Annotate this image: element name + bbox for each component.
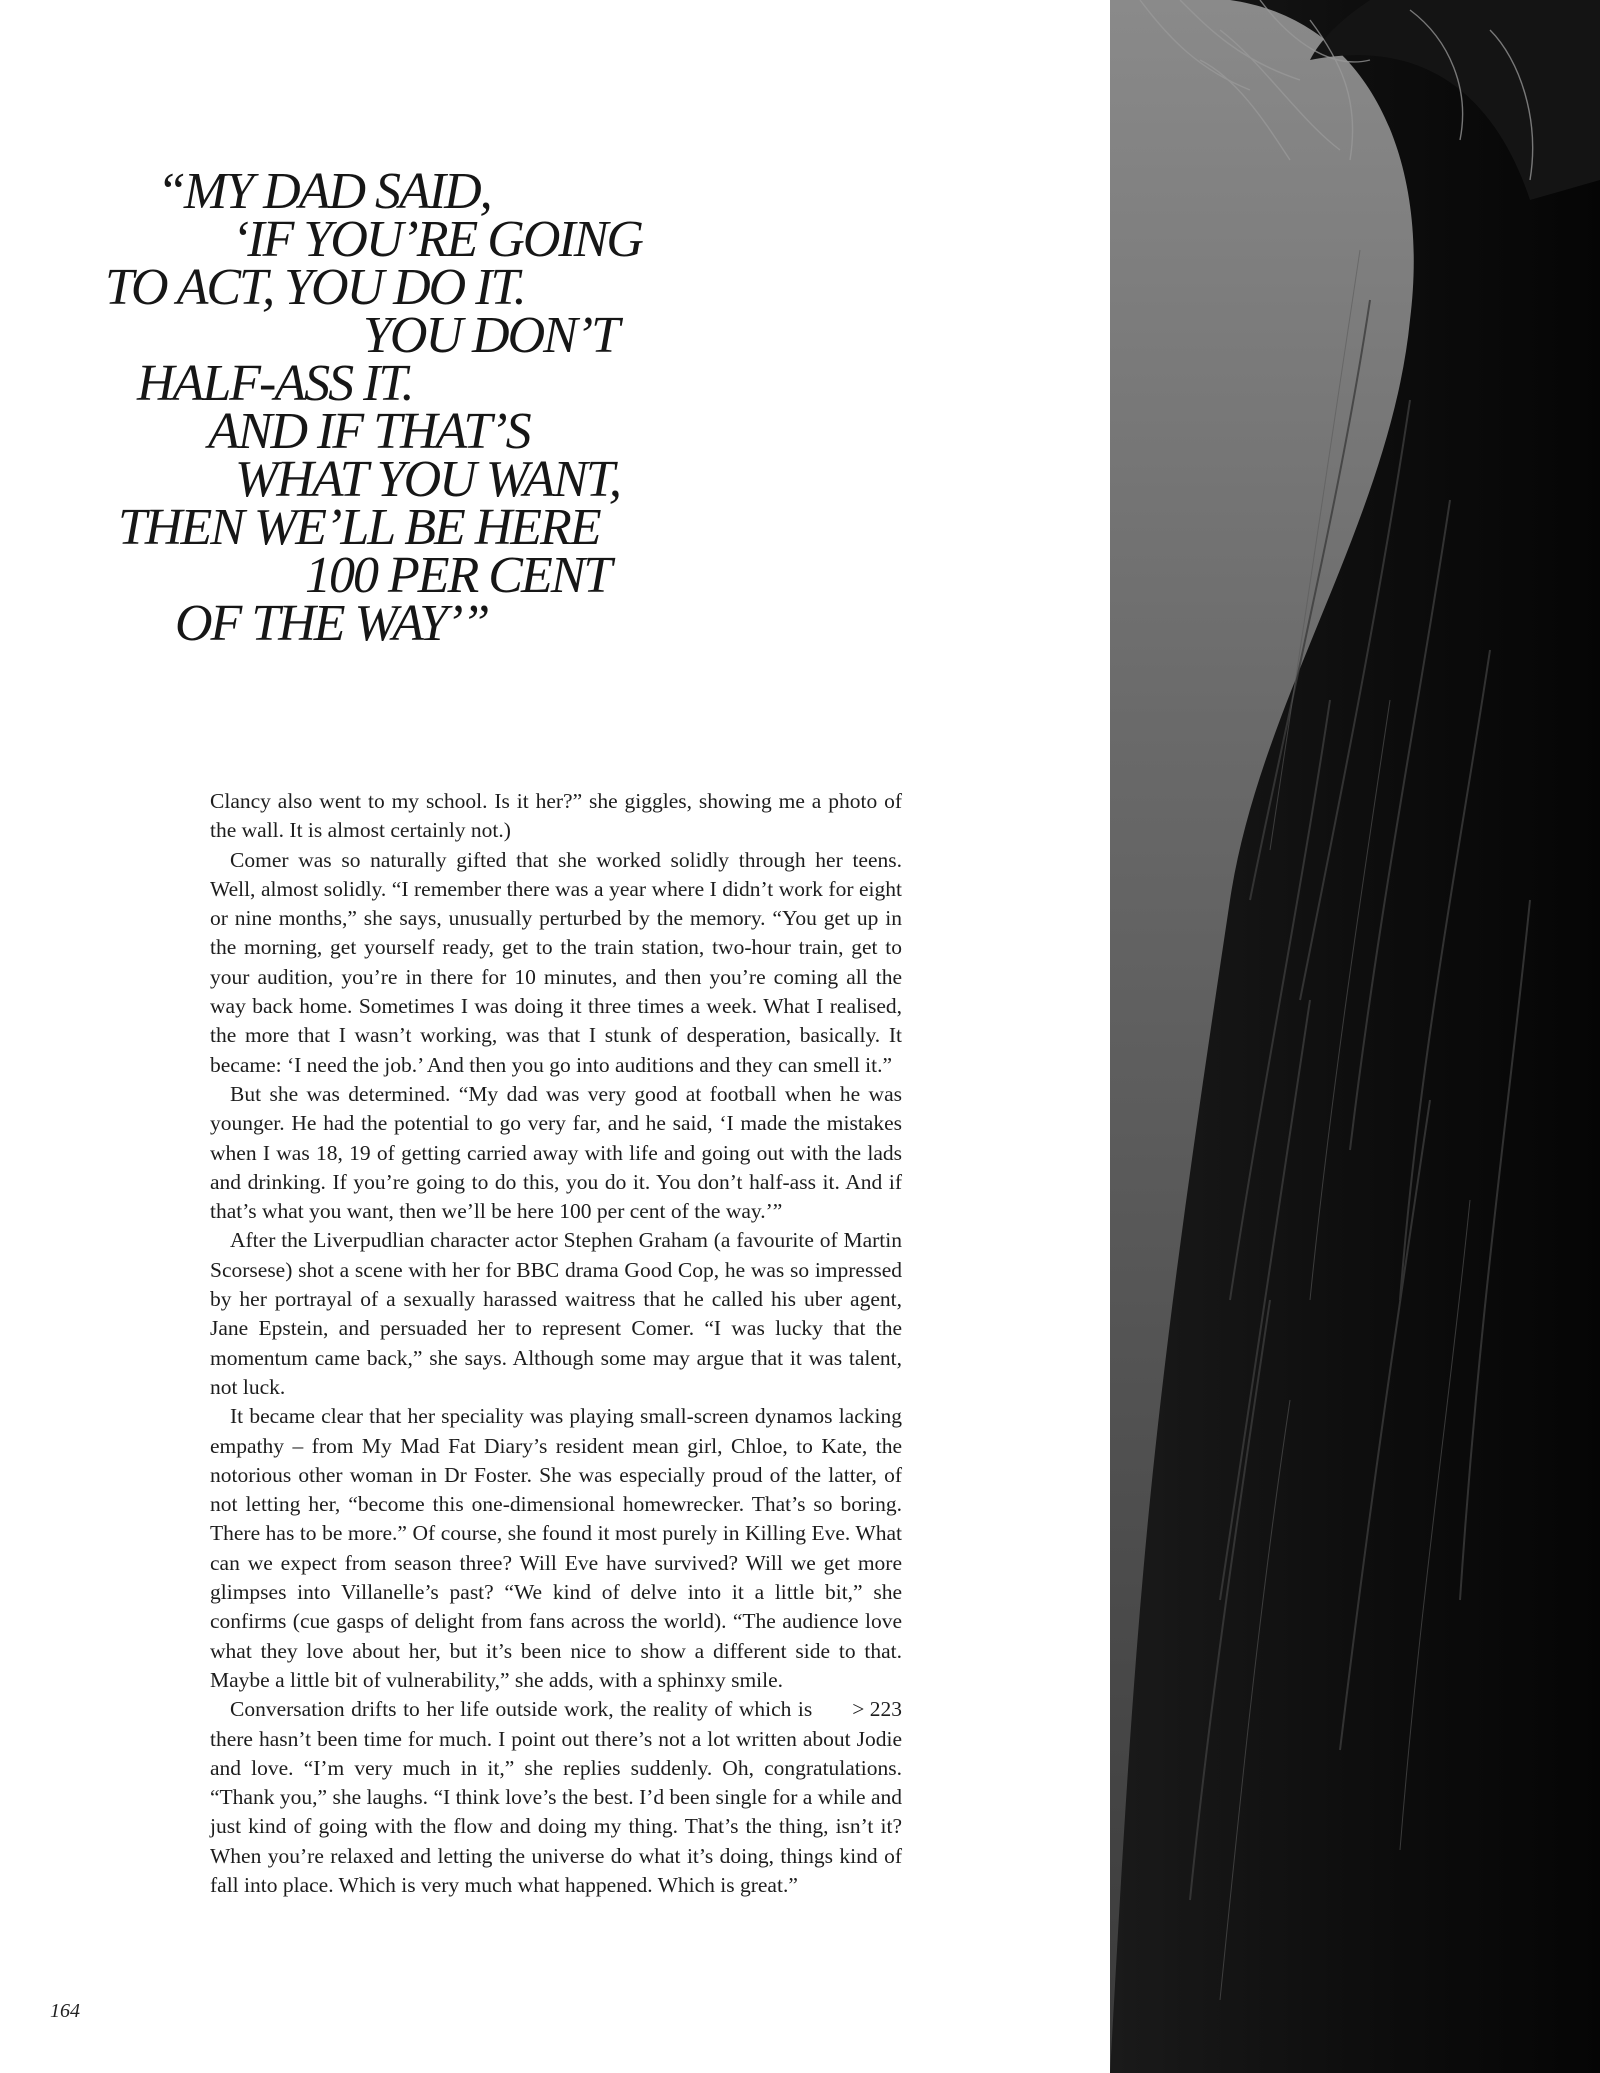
pull-quote-line: OF THE WAY’” [175,595,489,652]
article-paragraph-text: Conversation drifts to her life outside work, the reality of which is there hasn’t been time for much. I point out there’s not a lot written about Jodie and love. “I’m very much in it,” she replies suddenly. Oh, congratulations. “Thank you,” she laughs. “I think love’s the best. I’d been single for a while and just kind of going with the flow and doing my thing. That’s the thing, isn’t it? When you’re relaxed and letting the universe do what it’s doing, things kind of fall into place. Which is very much what happened. Which is great.” [210,1697,902,1897]
article-paragraph: But she was determined. “My dad was very good at football when he was younger. He had the potential to go very far, and he said, ‘I made the mistakes when I was 18, 19 of getting carried away with life and going out with the lads and drinking. If you’re going to do this, you do it. You don’t half-ass it. And if that’s what you want, then we’ll be here 100 per cent of the way.’” [210,1081,902,1224]
pull-quote-line: TO ACT, YOU DO IT. [105,259,525,316]
pull-quote-line: ‘IF YOU’RE GOING [232,211,642,268]
pull-quote [0,163,720,652]
hair-photo-graphic [1110,0,1600,2073]
pull-quote-line: AND IF THAT’S [208,403,530,460]
article-paragraph: Clancy also went to my school. Is it her?” she giggles, showing me a photo of the wall. It is almost certainly not.) [210,789,902,843]
pull-quote-line: WHAT YOU WANT, [235,451,620,508]
pull-quote-line: YOU DON’T [363,307,619,364]
article-paragraph [210,1695,902,1900]
pull-quote-line: THEN WE’LL BE HERE [118,499,600,556]
continued-on-page: > 223 [852,1697,902,1722]
pull-quote-line: “MY DAD SAID, [157,163,491,220]
article-paragraph: It became clear that her speciality was playing small-screen dynamos lacking empathy – from My Mad Fat Diary’s resident mean girl, Chloe, to Kate, the notorious other woman in Dr Foster. She was especially proud of the latter, of not letting her, “become this one-dimensional homewrecker. That’s so boring. There has to be more.” Of course, she found it most purely in Killing Eve. What can we expect from season three? Will Eve have survived? Will we get more glimpses into Villanelle’s past? “We kind of delve into it a little bit,” she confirms (cue gasps of delight from fans across the world). “The audience love what they love about her, but it’s been nice to show a different side to that. Maybe a little bit of vulnerability,” she adds, with a sphinxy smile. [210,1404,902,1692]
pull-quote-line: HALF-ASS IT. [137,355,413,412]
article-paragraph: After the Liverpudlian character actor Stephen Graham (a favourite of Martin Scorsese) shot a scene with her for BBC drama Good Cop, he was so impressed by her portrayal of a sexually harassed waitress that he called his uber agent, Jane Epstein, and persuaded her to represent Comer. “I was lucky that the momentum came back,” she says. Although some may argue that it was talent, not luck. [210,1228,902,1399]
page-number: 164 [50,2000,80,2022]
article-body [210,787,902,1900]
article-paragraph: Comer was so naturally gifted that she worked solidly through her teens. Well, almost solidly. “I remember there was a year where I didn’t work for eight or nine months,” she says, unusually perturbed by the memory. “You get up in the morning, get yourself ready, get to the train station, two-hour train, get to your audition, you’re in there for 10 minutes, and then you’re coming all the way back home. Sometimes I was doing it three times a week. What I realised, the more that I wasn’t working, was that I stunk of desperation, basically. It became: ‘I need the job.’ And then you go into auditions and they can smell it.” [210,847,902,1077]
pull-quote-line: 100 PER CENT [305,547,611,604]
portrait-photo [1110,0,1600,2073]
